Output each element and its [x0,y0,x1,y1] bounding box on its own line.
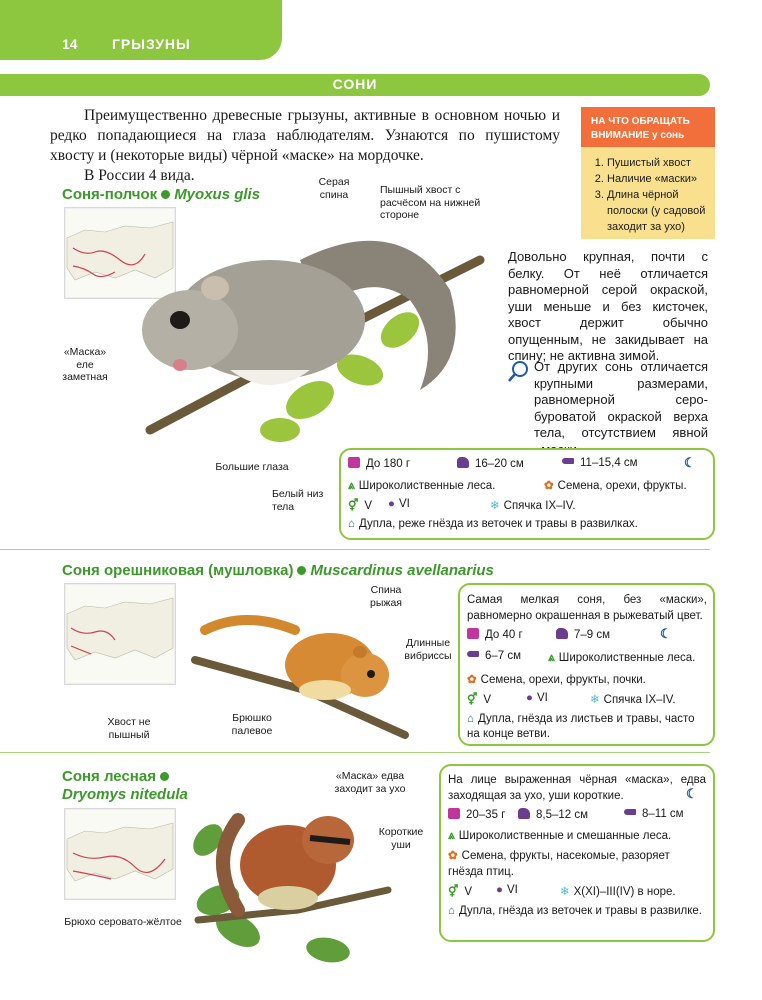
tail-row [467,650,521,662]
label-tail: Пышный хвост с расчёсом на нижней стороне [380,184,481,221]
tail-length-value: 11–15,4 см [580,457,638,469]
breeding-row-2 [526,692,548,704]
tree-icon: ⩓ [548,650,555,664]
nest-row [448,904,706,919]
food-icon: ✿ [544,480,554,492]
snowflake-icon: ❄ [590,694,600,706]
info-description: На лице выраженная чёрная «маска», едва заходящая за ухо, уши короткие. [448,774,706,802]
dormouse-illustration [120,200,500,450]
offspring-icon: ● [388,498,395,510]
weight-row [467,628,523,641]
body-length-value: 16–20 см [475,458,524,470]
body-row [556,628,610,641]
house-icon: ⌂ [348,518,355,530]
tail-length-value: 6–7 см [485,650,522,662]
food-icon: ✿ [448,850,458,862]
night-moon-icon: ☾ [686,786,698,801]
hibernation-row [490,498,576,512]
food-icon: ✿ [467,674,477,686]
species-comparison: От других сонь отличается крупными размерами, равномерной серо-буроватой окраской верха тела, отсутствием явной [534,359,708,440]
label-tail: Хвост не пышный [107,716,151,741]
section-divider [0,549,710,550]
tree-icon: ⩓ [348,478,355,492]
weight-icon [448,808,460,819]
body-length-icon [457,457,469,468]
body-length-value: 8,5–12 см [536,809,589,821]
weight-icon [467,628,479,639]
breeding-row-2 [496,884,518,896]
breeding-row [467,692,491,706]
hibernation-value: Спячка IX–IV. [603,694,676,706]
breeding-month-2: VI [506,884,518,896]
status-dot-icon [161,190,170,199]
label-belly: Белый низ тела [272,488,324,513]
attention-list [581,147,715,239]
intro-paragraph: Преимущественно древесные грызуны, активные в основном ночью и редко попадающиеся на глаза наблюдателям. Узнаются по пушистому хвосту и (некоторые виды) чёрной «маске» на мордочке. [50,107,560,164]
habitat-value: Широколиственные и смешанные леса. [458,830,672,842]
snowflake-icon: ❄ [490,500,500,512]
section-divider [0,752,710,753]
weight-icon [348,457,360,468]
hazel-dormouse-illustration [185,590,415,740]
status-dot-icon [297,566,306,575]
label-back: Спина рыжая [370,584,402,609]
food-row [467,672,646,686]
label-mask: «Маска» едва заходит за ухо [334,770,406,795]
tail-length-icon [467,651,479,657]
breeding-row-2 [388,498,410,510]
weight-value: До 180 г [366,458,411,470]
species-name: Соня лесная [62,768,156,785]
family-title: СОНИ [332,76,378,92]
breeding-month-1: V [364,500,373,512]
mating-icon: ⚥ [467,694,478,706]
info-description: Самая мелкая соня, без «маски», равномерно окрашенная в рыжеватый цвет. [467,594,707,622]
attention-item: 3. Длина чёрной полоски (у садовой заходит за ухо) [607,187,709,235]
label-back: Серая спина [318,176,350,201]
food-row [544,478,687,492]
intro-text [50,106,560,186]
house-icon: ⌂ [448,905,455,917]
tree-icon: ⩓ [448,828,455,842]
breeding-month-2: VI [398,498,410,510]
weight-value: 20–35 г [466,809,506,821]
habitat-row [548,650,695,665]
night-moon-icon: ☾ [660,626,672,641]
breeding-month-1: V [483,694,492,706]
intro-count: В России 4 вида. [84,167,195,184]
body-length-icon [518,808,530,819]
range-map [64,583,176,685]
mating-icon: ⚥ [348,500,359,512]
tail-length-icon [562,458,574,464]
section-title: ГРЫЗУНЫ [112,36,191,52]
weight-row [348,457,410,470]
tail-row [624,808,684,820]
label-eyes: Большие глаза [215,461,289,473]
habitat-row [348,478,495,493]
offspring-icon: ● [496,884,503,896]
nest-value: Дупла, гнёзда из листьев и травы, часто на конце ветви. [467,713,695,740]
body-length-value: 7–9 см [574,629,611,641]
hibernation-value: X(XI)–III(IV) в норе. [573,886,676,898]
weight-value: До 40 г [485,629,523,641]
magnifier-icon [508,360,532,384]
nest-row [467,712,707,742]
food-row [448,848,706,880]
hibernation-row [560,884,676,898]
page-number: 14 [62,36,78,52]
tail-length-value: 8–11 см [642,808,684,820]
hibernation-row [590,692,676,706]
range-map [64,808,176,900]
nest-value: Дупла, гнёзда из веточек и травы в развилке. [458,905,702,917]
breeding-row [448,884,472,898]
food-value: Семена, фрукты, насекомые, разоряет гнёзда птиц. [448,850,670,878]
forest-dormouse-illustration [178,780,398,980]
snowflake-icon: ❄ [560,886,570,898]
label-whiskers: Длинные вибриссы [404,637,452,662]
species-description: Довольно крупная, почти с белку. От неё отличается равномерной серой окраской, уши меньше и без кисточек, хвост держит обычно опущенным, не закидывает на спину; не активна зимой. [508,249,708,363]
night-moon-icon: ☾ [684,455,696,470]
species-heading [62,768,188,803]
species-latin: Muscardinus avellanarius [310,562,494,579]
body-length-icon [556,628,568,639]
body-row [518,808,588,821]
food-value: Семена, орехи, фрукты, почки. [480,674,646,686]
label-ears: Короткие уши [378,826,424,851]
nest-row [348,518,638,530]
attention-item: 1. Пушистый хвост [607,155,709,171]
species-name: Соня-полчок [62,186,158,203]
mating-icon: ⚥ [448,886,459,898]
breeding-month-2: VI [536,692,548,704]
habitat-value: Широколиственные леса. [358,480,496,492]
species-heading [62,562,494,580]
house-icon: ⌂ [467,713,474,725]
body-row [457,457,524,470]
offspring-icon: ● [526,692,533,704]
tail-row [562,457,638,469]
attention-item: 2. Наличие «маски» [607,171,709,187]
breeding-month-1: V [464,886,473,898]
nest-value: Дупла, реже гнёзда из веточек и травы в развилках. [358,518,638,530]
status-dot-icon [160,772,169,781]
food-value: Семена, орехи, фрукты. [557,480,687,492]
tail-length-icon [624,809,636,815]
label-belly: Брюхо серовато-жёлтое [64,916,182,928]
breeding-row [348,498,372,512]
label-belly: Брюшко палевое [231,712,273,737]
habitat-value: Широколиственные леса. [558,652,696,664]
hibernation-value: Спячка IX–IV. [503,500,576,512]
weight-row [448,808,505,821]
species-latin: Dryomys nitedula [62,786,188,803]
label-mask: «Маска» еле заметная [62,346,108,383]
species-latin: Myoxus glis [174,186,261,203]
habitat-row [448,828,671,843]
attention-title: НА ЧТО ОБРАЩАТЬ ВНИМАНИЕ у сонь [581,107,715,147]
species-name: Соня орешниковая (мушловка) [62,562,294,579]
